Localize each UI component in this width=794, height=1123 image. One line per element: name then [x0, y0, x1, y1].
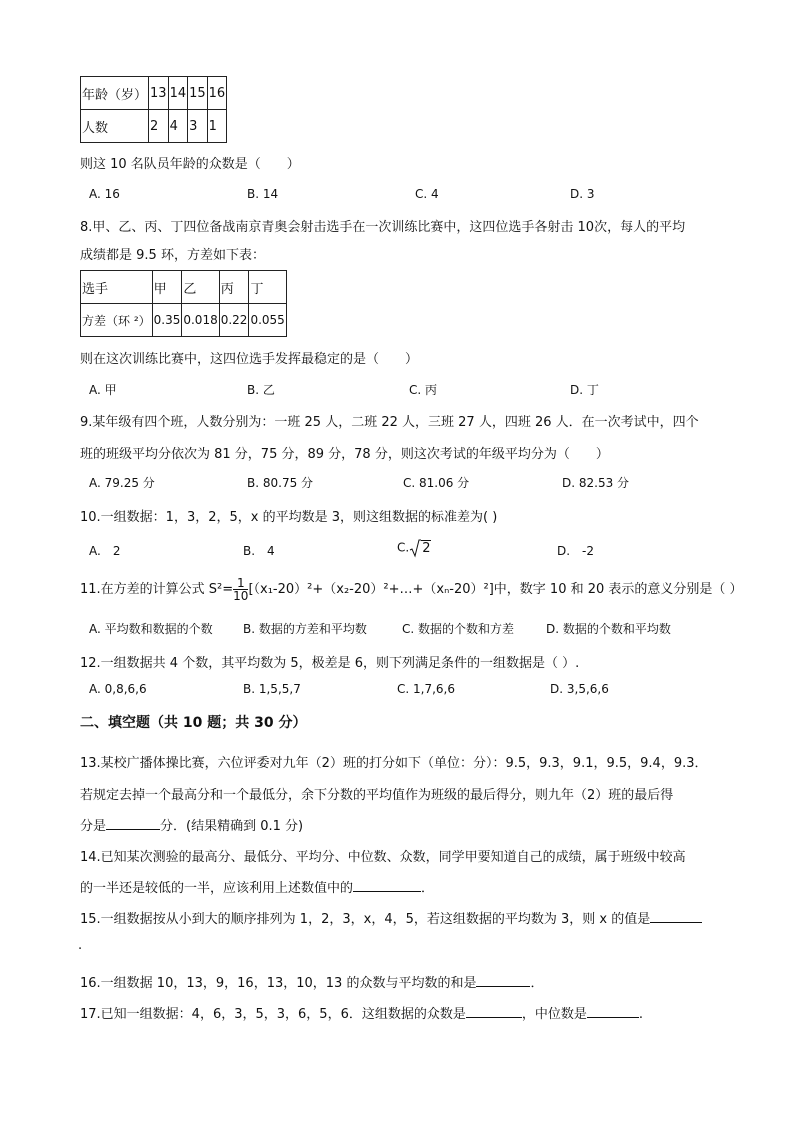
- q11-stem: [80, 577, 743, 602]
- q12-stem: 12.一组数据共 4 个数，其平均数为 5，极差是 6，则下列满足条件的一组数据是（ ）.: [80, 656, 580, 671]
- answer-blank[interactable]: [353, 879, 421, 892]
- q14-line2-suffix: ．: [421, 881, 435, 896]
- answer-blank[interactable]: [466, 1005, 522, 1018]
- q13-line3-prefix: 分是: [80, 819, 107, 834]
- q9-option-c: C. 81.06 分: [403, 476, 470, 490]
- q7-option-b: B. 14: [247, 187, 279, 201]
- q16-text: 16.一组数据 10，13，9，16，13，10，13 的众数与平均数的和是: [80, 976, 477, 991]
- q9-line2: 班的班级平均分依次为 81 分，75 分，89 分，78 分，则这次考试的年级平均分为（ ）: [80, 447, 609, 462]
- table-cell: 0.22: [219, 304, 249, 337]
- table-cell: 4: [168, 110, 188, 143]
- age-count-table: [80, 76, 227, 143]
- q9-option-d: D. 82.53 分: [562, 476, 630, 490]
- q11-option-d: D. 数据的个数和平均数: [546, 622, 671, 636]
- q17-stem: [80, 1003, 643, 1022]
- table-cell: 1: [207, 110, 227, 143]
- table-cell: 年龄（岁）: [81, 77, 149, 110]
- table-cell: 甲: [152, 271, 182, 304]
- sqrt-icon: [409, 538, 421, 558]
- q17-text: 17.已知一组数据：4，6，3，5，3，6，5，6．这组数据的众数是: [80, 1007, 466, 1022]
- q8-option-d: D. 丁: [570, 383, 599, 397]
- fraction-numerator: 1: [233, 577, 248, 590]
- section-title: 二、填空题（共 10 题；共 30 分）: [80, 715, 307, 731]
- q14-line1: 14.已知某次测验的最高分、最低分、平均分、中位数、众数，同学甲要知道自己的成绩，属于班级中较高: [80, 850, 686, 865]
- q16-suffix: ．: [530, 976, 544, 991]
- table-cell: 13: [149, 77, 169, 110]
- table-cell: 方差（环 ²）: [81, 304, 153, 337]
- answer-blank[interactable]: [650, 910, 702, 923]
- q16-stem: [80, 972, 543, 991]
- q10-option-d: D. -2: [557, 544, 595, 558]
- q7-option-d: D. 3: [570, 187, 595, 201]
- q10-option-c: [397, 538, 431, 558]
- q13-line2: 若规定去掉一个最高分和一个最低分，余下分数的平均值作为班级的最后得分，则九年（2）班的最后得: [80, 788, 674, 803]
- q17-suffix: .: [638, 1007, 643, 1022]
- q11-prefix: 11.在方差的计算公式 S²=: [80, 582, 234, 597]
- q15-line1: [80, 908, 702, 927]
- answer-blank[interactable]: [587, 1005, 639, 1018]
- q12-option-b: B. 1,5,5,7: [243, 682, 301, 696]
- q9-line1: 9.某年级有四个班，人数分别为：一班 25 人，二班 22 人，三班 27 人，四班 26 人．在一次考试中，四个: [80, 415, 699, 430]
- table-cell: 2: [149, 110, 169, 143]
- table-cell: 人数: [81, 110, 149, 143]
- table-cell: 乙: [182, 271, 219, 304]
- q12-option-a: A. 0,8,6,6: [89, 682, 147, 696]
- q15-line2: .: [78, 938, 83, 953]
- q7-option-a: A. 16: [89, 187, 120, 201]
- q9-option-a: A. 79.25 分: [89, 476, 155, 490]
- q11-option-b: B. 数据的方差和平均数: [243, 622, 367, 636]
- q10-stem: 10.一组数据：1，3，2，5，x 的平均数是 3，则这组数据的标准差为( ): [80, 510, 498, 525]
- q10-option-b: B. 4: [243, 544, 275, 558]
- q8-line1: 8.甲、乙、丙、丁四位备战南京青奥会射击选手在一次训练比赛中，这四位选手各射击 10次，每人的平均: [80, 220, 686, 235]
- q8-option-c: C. 丙: [409, 383, 438, 397]
- q15-text: 15.一组数据按从小到大的顺序排列为 1，2，3，x，4，5，若这组数据的平均数为 3，则 x 的值是: [80, 912, 651, 927]
- q13-line3: [80, 815, 303, 834]
- q11-option-a: A. 平均数和数据的个数: [89, 622, 213, 636]
- table-cell: 14: [168, 77, 188, 110]
- table-cell: 0.018: [182, 304, 219, 337]
- q11-option-c: C. 数据的个数和方差: [402, 622, 515, 636]
- q10-option-c-label: C.: [397, 540, 410, 555]
- q8-line2: 成绩都是 9.5 环，方差如下表：: [80, 248, 265, 263]
- q8-stem: 则在这次训练比赛中，这四位选手发挥最稳定的是（ ）: [80, 352, 419, 367]
- q10-sqrt-value: 2: [422, 540, 431, 556]
- q12-option-c: C. 1,7,6,6: [397, 682, 455, 696]
- variance-table: [80, 270, 287, 337]
- table-cell: 丁: [249, 271, 286, 304]
- q14-line2-prefix: 的一半还是较低的一半，应该利用上述数值中的: [80, 881, 354, 896]
- q13-line1: 13.某校广播体操比赛，六位评委对九年（2）班的打分如下（单位：分）：9.5，9.3，9.1，9.5，9.4，9.3．: [80, 756, 708, 771]
- table-cell: 选手: [81, 271, 153, 304]
- table-cell: 16: [207, 77, 227, 110]
- table-cell: 0.35: [152, 304, 182, 337]
- table-cell: 0.055: [249, 304, 286, 337]
- q8-option-b: B. 乙: [247, 383, 275, 397]
- fraction-denominator: 10: [233, 589, 249, 603]
- q10-option-a: A. 2: [89, 544, 121, 558]
- q9-option-b: B. 80.75 分: [247, 476, 314, 490]
- answer-blank[interactable]: [476, 974, 530, 987]
- q8-option-a: A. 甲: [89, 383, 117, 397]
- table-cell: 15: [188, 77, 208, 110]
- q17-mid: ，中位数是: [521, 1007, 587, 1022]
- answer-blank[interactable]: [106, 817, 160, 830]
- q13-line3-suffix: 分．(结果精确到 0.1 分): [160, 819, 304, 834]
- q14-line2: [80, 877, 434, 896]
- table-cell: 丙: [219, 271, 249, 304]
- fraction: [233, 577, 248, 602]
- q7-stem: 则这 10 名队员年龄的众数是（ ）: [80, 157, 300, 172]
- q11-formula: [（x₁-20）²+（x₂-20）²+…+（xₙ-20）²]中，数字 10 和 20 表示的意义分别是（ ）: [248, 582, 743, 597]
- q12-option-d: D. 3,5,6,6: [550, 682, 609, 696]
- table-cell: 3: [188, 110, 208, 143]
- q7-option-c: C. 4: [415, 187, 439, 201]
